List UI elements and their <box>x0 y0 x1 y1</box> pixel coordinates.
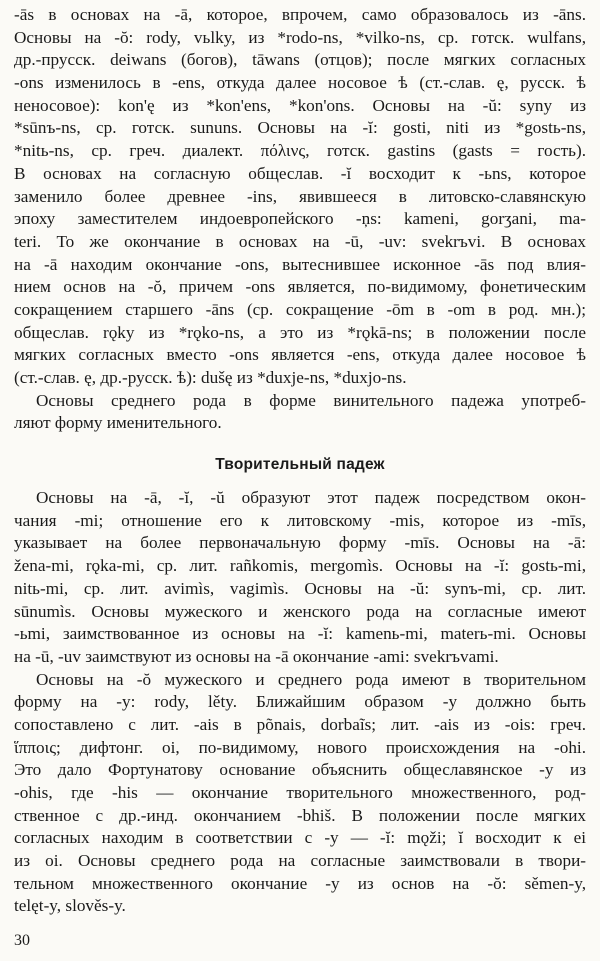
text-line: на -ā находим окончание -ons, вытеснившее исконное -ās под влия- <box>14 254 586 274</box>
text-line: эпоху заместителем индоевропейского -ņs: kameni, gorʒani, ma- <box>14 209 586 229</box>
text-line: неносовое): kon'ę из *kon'ens, *kon'ons. Основы на -ŭ: syny из <box>14 95 586 115</box>
text-line: (ст.-слав. ę, др.-русск. ѣ): dušę из *duxje-ns, *duxjo-ns. <box>14 368 407 387</box>
text-line: нием основ на -ŏ, причем -ons является, по-видимому, фонетическим <box>14 277 586 297</box>
text-line: telęt-y, slověs-y. <box>14 896 126 916</box>
text-line: тельном множественного окончание -y из основ на -ŏ: sěmen-y, <box>14 873 586 893</box>
text-line: sūnumìs. Основы мужеского и женского рода на согласные имеют <box>14 601 586 621</box>
spacer <box>14 477 586 487</box>
text-line: Основы на -ā, -ĭ, -ŭ образуют этот падеж посредством окон- <box>36 488 586 508</box>
text-line: сопоставлено с лит. -ais в põnais, dorbaĩs; лит. -ais из -ois: греч. <box>14 714 586 734</box>
text-line: teri. То же окончание в основах на -ū, -uv: svekrъvi. В основах <box>14 231 586 251</box>
spacer <box>14 435 586 453</box>
text-line: на -ū, -uv заимствуют из основы на -ā окончание -ami: svekrъvami. <box>14 646 499 666</box>
text-line: *nitь-ns, ср. греч. диалект. πόλινς, готск. gastins (gasts = гость). <box>14 141 586 161</box>
text-line: др.-прусск. deiwans (богов), tāwans (отцов); после мягких согласных <box>14 50 586 70</box>
paragraph-accusative-plural <box>14 4 586 390</box>
text-line: žena-mi, rǫka-mi, ср. лит. rañkomis, mergomìs. Основы на -ĭ: gostь-mi, <box>14 556 586 576</box>
text-line: чания -mi; отношение его к литовскому -mis, которое из -mīs, <box>14 510 586 530</box>
page-number: 30 <box>14 932 30 949</box>
text-line: заменило более древнее -ins, явившееся в литовско-славянскую <box>14 186 586 206</box>
text-line: Основы на -ŏ мужеского и среднего рода имеют в творительном <box>36 669 586 689</box>
text-line: общеслав. rǫky из *rǫko-ns, а это из *rǫkā-ns; в положении после <box>14 322 586 342</box>
text-line: nitь-mi, ср. лит. avimìs, vagimìs. Основы на -ŭ: synъ-mi, ср. лит. <box>14 578 586 598</box>
text-line: указывает на более первоначальную форму -mīs. Основы на -ā: <box>14 533 586 553</box>
text-line: сокращением старшего -āns (ср. сокращение -ōm в -om в род. мн.); <box>14 299 586 319</box>
text-line: из oi. Основы среднего рода на согласные заимствовали в твори- <box>14 851 586 871</box>
text-line: Это дало Фортунатову основание объяснить общеславянское -y из <box>14 760 586 780</box>
text-line: ственное с др.-инд. окончанием -bhiš. В положении после мягких <box>14 805 586 825</box>
text-line: Основы среднего рода в форме винительного падежа употреб- <box>36 390 586 410</box>
paragraph-instrumental-a-i-u <box>14 487 586 669</box>
text-line: согласных находим в соответствии с -y — -ĭ: mǫži; ĭ восходит к ei <box>14 828 586 848</box>
text-line: -ьmi, заимствованное из основы на -ĭ: kamenь-mi, materь-mi. Основы <box>14 624 586 644</box>
text-line: В основах на согласную общеслав. -ĭ восходит к -ьns, которое <box>14 163 586 183</box>
text-line: Основы на -ŏ: rody, vьlky, из *rodo-ns, *vilko-ns, ср. готск. wulfans, <box>14 27 586 47</box>
text-line: форму на -y: rody, lěty. Ближайшим образом -y должно быть <box>14 692 586 712</box>
text-line: -ās в основах на -ā, которое, впрочем, само образовалось из -āns. <box>14 5 586 24</box>
text-line: *sūnъ-ns, ср. готск. sununs. Основы на -ĭ: gosti, niti из *gostь-ns, <box>14 118 586 138</box>
text-line: -ons изменилось в -ens, откуда далее носовое ѣ (ст.-слав. ę, русск. ѣ <box>14 73 586 93</box>
text-line: мягких согласных вместо -ons является -ens, откуда далее носовое ѣ <box>14 345 586 365</box>
section-heading: Творительный падеж <box>215 456 385 474</box>
text-line: ἵπποις; дифтонг. oi, по-видимому, нового происхождения на -ohi. <box>14 737 586 757</box>
paragraph-instrumental-o <box>14 669 586 919</box>
text-line: ляют форму именительного. <box>14 413 222 433</box>
text-line: -ohis, где -his — окончание творительного множественного, род- <box>14 783 586 802</box>
paragraph-neuter-accusative <box>14 390 586 435</box>
